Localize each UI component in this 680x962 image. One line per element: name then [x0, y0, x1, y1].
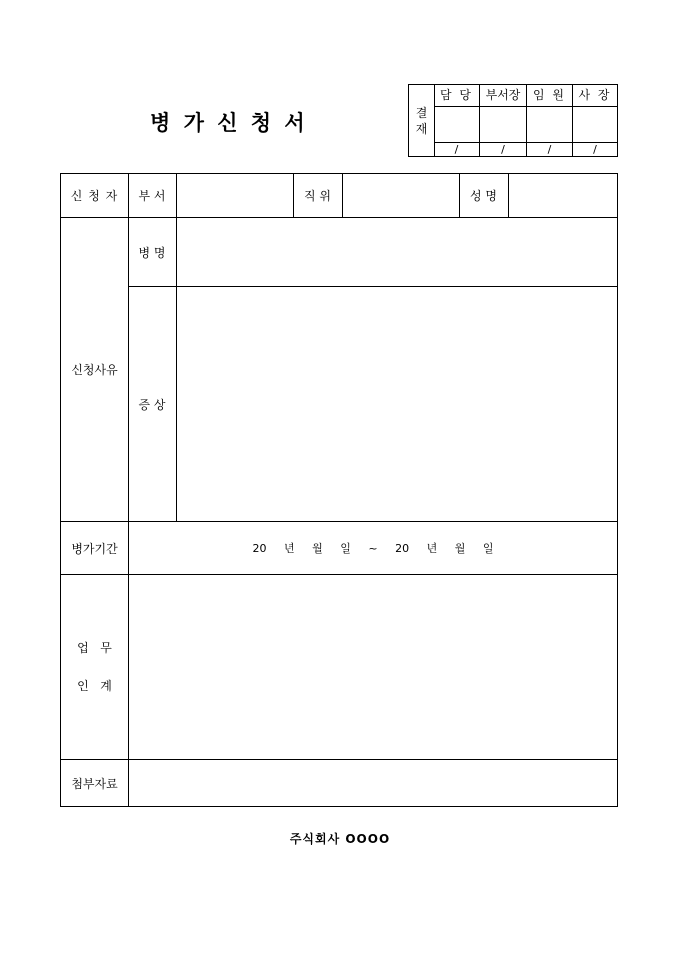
- period-label: 병가기간: [71, 541, 118, 556]
- department-label: 부 서: [138, 189, 166, 203]
- handover-label: [61, 575, 128, 759]
- approval-sign-cell[interactable]: [480, 107, 526, 143]
- approval-header: 담 당: [434, 85, 479, 107]
- attachment-label: 첨부자료: [71, 776, 118, 791]
- approval-label-bottom: 재: [415, 121, 428, 136]
- approval-date: /: [593, 143, 597, 156]
- approval-column-president: [573, 85, 617, 156]
- position-label: 직 위: [304, 189, 331, 203]
- handover-label-line-1: 업 무: [77, 641, 112, 655]
- illness-label: 병 명: [138, 245, 166, 260]
- reason-label: 신청사유: [71, 363, 118, 377]
- handover-field[interactable]: [129, 575, 617, 759]
- approval-label-top: 결: [415, 105, 428, 120]
- approval-header: 사 장: [573, 85, 617, 107]
- approval-date: /: [454, 143, 459, 156]
- approval-label: [409, 85, 435, 156]
- approval-header: 부서장: [480, 85, 526, 107]
- company-name: 주식회사 OOOO: [289, 832, 391, 846]
- sick-leave-form: [60, 173, 618, 807]
- illness-field[interactable]: [177, 218, 617, 286]
- approval-column-manager: [480, 85, 527, 156]
- department-field[interactable]: [177, 174, 293, 217]
- period-field[interactable]: 20 년 월 일 ~ 20 년 월 일: [252, 542, 494, 555]
- approval-sign-cell[interactable]: [573, 107, 617, 143]
- position-field[interactable]: [343, 174, 459, 217]
- approval-column-executive: [527, 85, 573, 156]
- approval-box: [408, 84, 618, 157]
- approval-sign-cell[interactable]: [434, 107, 479, 143]
- handover-label-line-2: 인 계: [77, 679, 112, 693]
- document-title: 병 가 신 청 서: [150, 110, 308, 135]
- approval-sign-cell[interactable]: [527, 107, 572, 143]
- symptom-field[interactable]: [177, 287, 617, 521]
- attachment-field[interactable]: [129, 760, 617, 806]
- name-field[interactable]: [509, 174, 617, 217]
- symptom-label: 증 상: [138, 397, 166, 412]
- name-label: 성 명: [470, 189, 497, 203]
- approval-header: 임 원: [527, 85, 572, 107]
- approval-date: /: [501, 143, 505, 156]
- applicant-label: 신 청 자: [70, 189, 119, 203]
- approval-column-staff: [434, 85, 480, 156]
- approval-date: /: [547, 143, 552, 156]
